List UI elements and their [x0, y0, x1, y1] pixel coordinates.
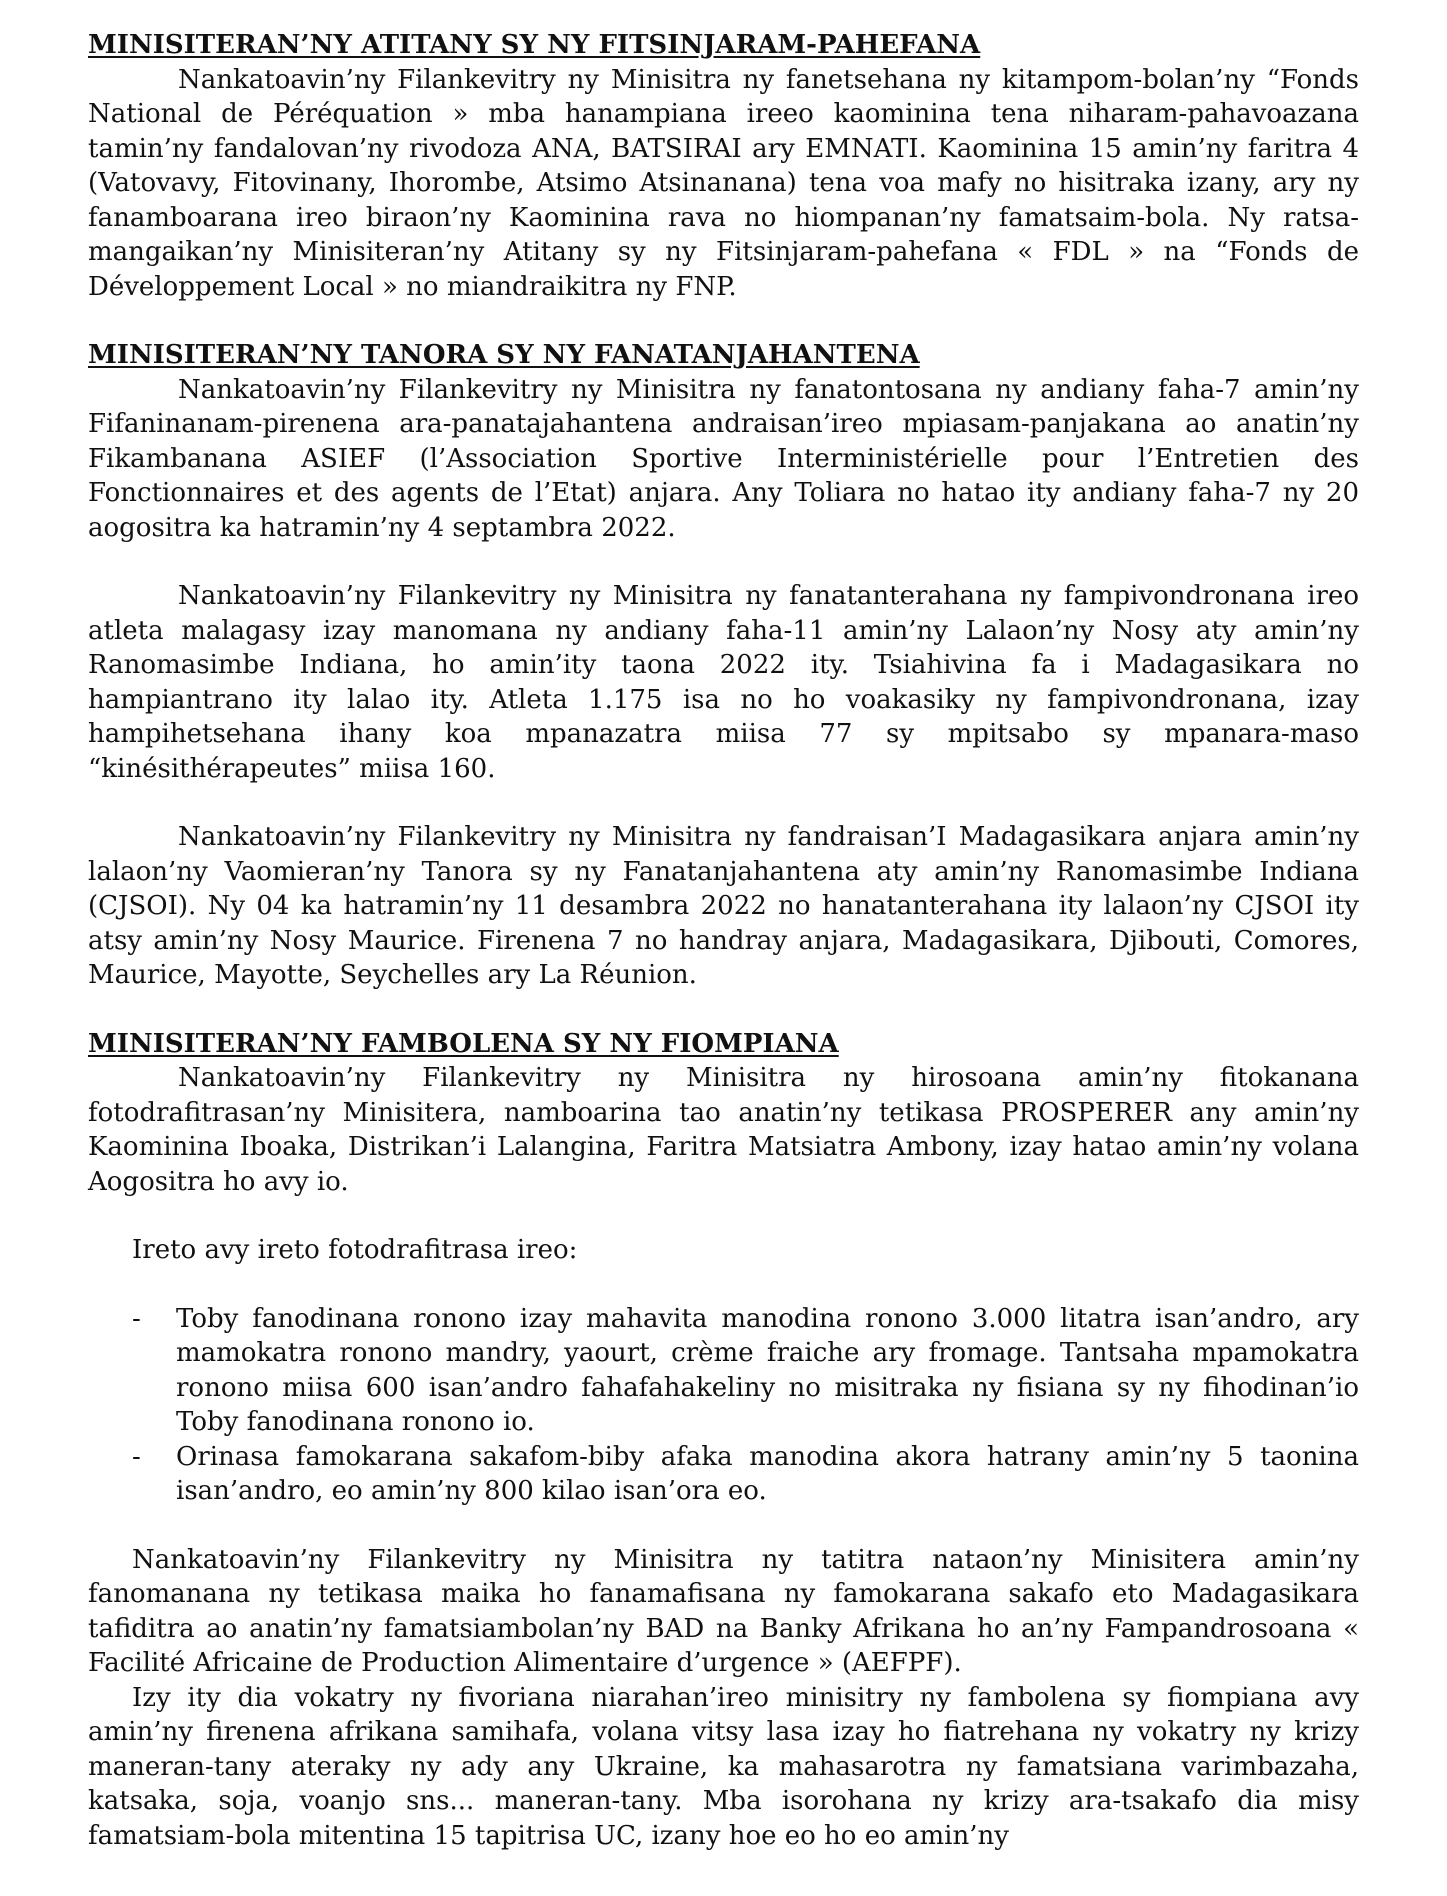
list-intro: Ireto avy ireto fotodrafitrasa ireo:: [132, 1235, 578, 1265]
section-heading-atitany: MINISITERAN’NY ATITANY SY NY FITSINJARAM-PAHEFANA: [88, 30, 981, 60]
paragraph: Nankatoavin’ny Filankevitry ny Minisitra ny fanatontosana ny andiany faha-7 amin’ny Fifaninanam-pirenena ara-panatajahantena andraisan’ireo mpiasam-panjakana ao anatin’ny Fikambanana ASIEF (l’Association Sportive Interministérielle pour l’Entretien des Fonctionnaires et des agents de l’Etat) anjara. Any Toliara no hatao ity andiany faha-7 ny 20 aogositra ka hatramin’ny 4 septambra 2022.: [88, 374, 1359, 543]
list-item: [88, 1440, 1359, 1509]
section-heading-fambolena: MINISITERAN’NY FAMBOLENA SY NY FIOMPIANA: [88, 1028, 839, 1059]
paragraph: Nankatoavin’ny Filankevitry ny Minisitra ny fanatanterahana ny fampivondronana ireo atleta malagasy izay manomana ny andiany faha-11 amin’ny Lalaon’ny Nosy aty amin’ny Ranomasimbe Indiana, ho amin’ity taona 2022 ity. Tsiahivina fa i Madagasikara no hampiantrano ity lalao ity. Atleta 1.175 isa no ho voakasiky ny fampivondronana, izay hampihetsehana ihany koa mpanazatra miisa 77 sy mpitsabo sy mpanara-maso “kinésithérapeutes” miisa 160.: [88, 581, 1359, 784]
paragraph: Nankatoavin’ny Filankevitry ny Minisitra ny tatitra nataon’ny Minisitera amin’ny fanomanana ny tetikasa maika ho fanamafisana ny famokarana sakafo eto Madagasikara tafiditra ao anatin’ny famatsiambolan’ny BAD na Banky Afrikana ho an’ny Fampandrosoana « Facilité Africaine de Production Alimentaire d’urgence » (AEFPF).: [88, 1544, 1359, 1678]
paragraph: Nankatoavin’ny Filankevitry ny Minisitra ny hirosoana amin’ny fitokanana fotodrafitrasan’ny Minisitera, namboarina tao anatin’ny tetikasa PROSPERER any amin’ny Kaominina Iboaka, Distrikan’i Lalangina, Faritra Matsiatra Ambony, izay hatao amin’ny volana Aogositra ho avy io.: [88, 1063, 1359, 1197]
list-item-text: Orinasa famokarana sakafom-biby afaka manodina akora hatrany amin’ny 5 taonina isan’andro, eo amin’ny 800 kilao isan’ora eo.: [176, 1441, 1359, 1506]
paragraph: Nankatoavin’ny Filankevitry ny Minisitra ny fanetsehana ny kitampom-bolan’ny “Fonds National de Péréquation » mba hanampiana ireeo kaominina tena niharam-pahavoazana tamin’ny fandalovan’ny rivodoza ANA, BATSIRAI ary EMNATI. Kaominina 15 amin’ny faritra 4 (Vatovavy, Fitovinany, Ihorombe, Atsimo Atsinanana) tena voa mafy no hisitraka izany, ary ny fanamboarana ireo biraon’ny Kaominina rava no hiompanan’ny famatsaim-bola. Ny ratsa-mangaikan’ny Minisiteran’ny Atitany sy ny Fitsinjaram-pahefana « FDL » na “Fonds de Développement Local » no miandraikitra ny FNP.: [88, 64, 1359, 302]
section-heading-tanora: MINISITERAN’NY TANORA SY NY FANATANJAHANTENA: [88, 340, 920, 370]
dash-bullet: -: [132, 1303, 141, 1334]
paragraph: Izy ity dia vokatry ny fivoriana niarahan’ireo minisitry ny fambolena sy fiompiana avy amin’ny firenena afrikana samihafa, volana vitsy lasa izay ho fiatrehana ny vokatry ny krizy maneran-tany ateraky ny ady any Ukraine, ka mahasarotra ny famatsiana varimbazaha, katsaka, soja, voanjo sns... maneran-tany. Mba isorohana ny krizy ara-tsakafo dia misy famatsiam-bola mitentina 15 tapitrisa UC, izany hoe eo ho eo amin’ny: [88, 1682, 1359, 1851]
dash-bullet: -: [132, 1441, 141, 1472]
facility-list: [88, 1302, 1359, 1509]
list-item: [88, 1302, 1359, 1440]
list-item-text: Toby fanodinana ronono izay mahavita manodina ronono 3.000 litatra isan’andro, ary mamokatra ronono mandry, yaourt, crème fraiche ary fromage. Tantsaha mpamokatra ronono miisa 600 isan’andro fahafahakeliny no misitraka ny fisiana sy ny fihodinan’io Toby fanodinana ronono io.: [176, 1303, 1359, 1437]
paragraph: Nankatoavin’ny Filankevitry ny Minisitra ny fandraisan’I Madagasikara anjara amin’ny lalaon’ny Vaomieran’ny Tanora sy ny Fanatanjahantena aty amin’ny Ranomasimbe Indiana (CJSOI). Ny 04 ka hatramin’ny 11 desambra 2022 no hanatanterahana ity lalaon’ny CJSOI ity atsy amin’ny Nosy Maurice. Firenena 7 no handray anjara, Madagasikara, Djibouti, Comores, Maurice, Mayotte, Seychelles ary La Réunion.: [88, 822, 1359, 990]
